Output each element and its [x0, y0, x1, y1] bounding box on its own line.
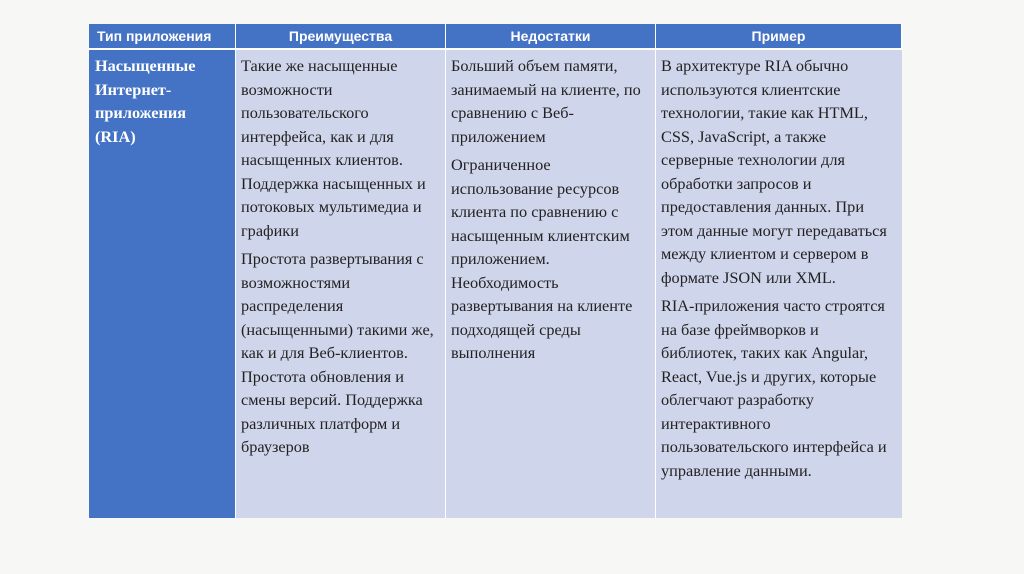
- example-paragraph: В архитектуре RIA обычно используются клиентские технологии, такие как HTML, CSS, JavaScript, а также серверные технологии для обработки запросов и предоставления данных. При этом данные могут передаваться между клиентом и сервером в формате JSON или XML.: [661, 56, 887, 287]
- example-paragraph: RIA-приложения часто строятся на базе фреймворков и библиотек, таких как Angular, React, Vue.js и других, которые облегчают разработку интерактивного пользовательского интерфейса и управление данными.: [661, 296, 887, 480]
- header-example: Пример: [656, 24, 902, 50]
- header-advantages: Преимущества: [236, 24, 446, 50]
- header-app-type: Тип приложения: [89, 24, 236, 50]
- comparison-table: [89, 24, 902, 518]
- disadvantage-paragraph: Ограниченное использование ресурсов клиента по сравнению с насыщенным клиентским приложением. Необходимость развертывания на клиенте подходящей среды выполнения: [451, 155, 633, 362]
- app-type-text: Насыщенные Интернет-приложения (RIA): [95, 56, 196, 146]
- cell-app-type: [89, 50, 236, 518]
- advantage-paragraph: Простота развертывания с возможностями распределения (насыщенными) такими же, как и для Веб-клиентов. Простота обновления и смены версий. Поддержка различных платформ и браузеров: [241, 249, 434, 456]
- advantage-paragraph: Такие же насыщенные возможности пользовательского интерфейса, как и для насыщенных клиентов. Поддержка насыщенных и потоковых мультимедиа и графики: [241, 56, 426, 240]
- cell-disadvantages: [446, 50, 656, 518]
- cell-advantages: [236, 50, 446, 518]
- cell-example: [656, 50, 902, 518]
- header-disadvantages: Недостатки: [446, 24, 656, 50]
- disadvantage-paragraph: Больший объем памяти, занимаемый на клиенте, по сравнению с Веб-приложением: [451, 56, 641, 146]
